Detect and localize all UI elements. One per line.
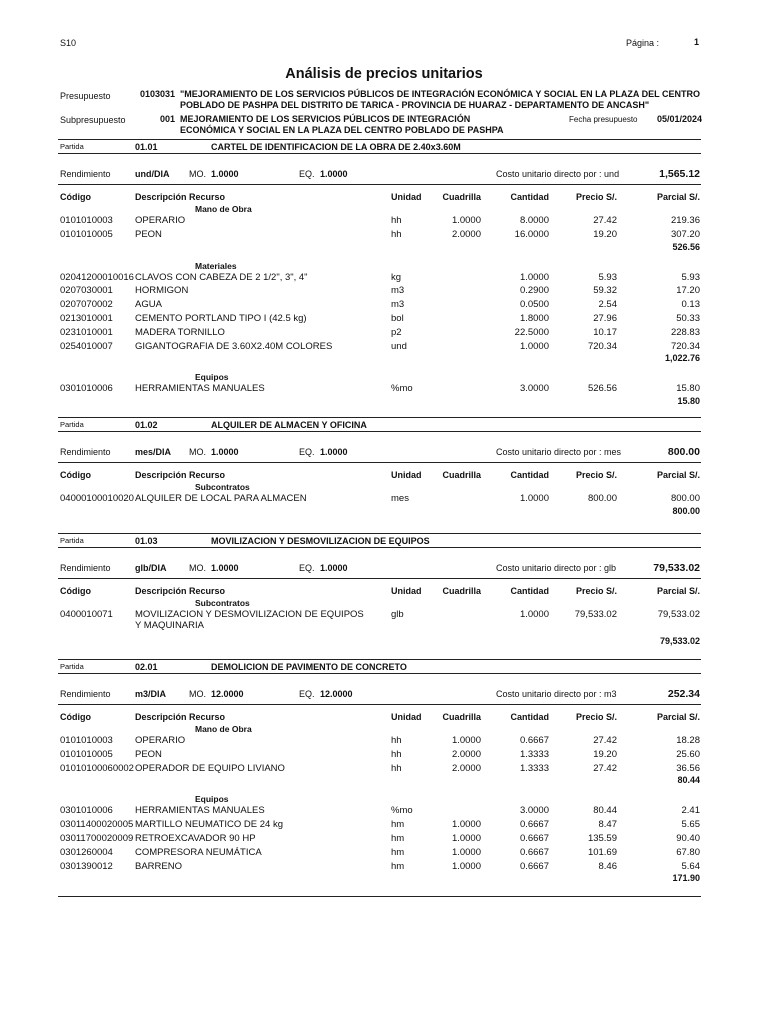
rendimiento-label: Rendimiento [60,169,111,179]
partida-code: 01.02 [135,420,158,430]
row-precio: 2.54 [598,299,617,311]
row-unit: hm [391,860,405,872]
row-cantidad: 3.0000 [519,805,549,817]
divider [58,139,701,140]
col-parcial: Parcial S/. [656,712,700,722]
row-cantidad: 1.8000 [519,313,549,324]
row-parcial: 2.41 [681,805,700,817]
eq-label: EQ. [299,689,315,699]
group-subtotal: 15.80 [677,396,700,407]
row-unit: m3 [391,299,405,311]
row-unit: %mo [391,805,413,817]
mo-value: 1.0000 [211,447,239,457]
row-precio: 5.93 [598,271,617,283]
row-unit: hm [391,846,405,858]
col-unidad: Unidad [391,712,422,722]
row-cantidad: 1.3333 [519,762,549,774]
col-descripcion: Descripción Recurso [135,712,226,722]
partida-name: CARTEL DE IDENTIFICACION DE LA OBRA DE 2.40x3.60M [211,142,461,152]
budget-description: "MEJORAMIENTO DE LOS SERVICIOS PÚBLICOS DE INTEGRACIÓN ECONÓMICA Y SOCIAL EN LA PLAZA DEL CENTRO POBLADO DE PASHPA DEL DISTRITO DE TARICA - PROVINCIA DE HUARAZ - DEPARTAMENTO DE ANCASH" [180,89,700,110]
row-cuadrilla: 1.0000 [451,833,481,844]
row-description: BARRENO [135,860,182,872]
row-code: 0101010005 [60,748,113,760]
row-cuadrilla: 2.0000 [451,762,481,774]
row-parcial: 720.34 [670,340,700,352]
row-parcial: 67.80 [676,846,700,858]
cost-label: Costo unitario directo por : mes [496,447,622,457]
row-cuadrilla: 1.0000 [451,860,481,872]
row-parcial: 5.65 [681,819,700,831]
row-description: PEON [135,748,162,760]
col-precio: Precio S/. [575,192,617,202]
row-cantidad: 8.0000 [519,215,549,226]
row-precio: 80.44 [593,805,617,817]
row-precio: 526.56 [587,383,617,395]
col-unidad: Unidad [391,192,422,202]
row-unit: m3 [391,285,405,297]
row-description: ALQUILER DE LOCAL PARA ALMACEN [135,493,307,504]
row-unit: hh [391,748,402,760]
row-cuadrilla: 1.0000 [451,846,481,858]
eq-value: 1.0000 [320,169,348,179]
group-name: Equipos [195,372,229,383]
row-code: 02041200010016 [60,271,134,283]
row-code: 04000100010020 [60,493,134,504]
mo-label: MO. [189,169,206,179]
row-parcial: 219.36 [670,215,700,226]
divider [58,431,701,432]
row-cantidad: 0.6667 [519,735,549,746]
subbudget-code: 001 [160,114,176,124]
row-description: HORMIGON [135,285,189,297]
group-name: Materiales [195,260,237,271]
col-cuadrilla: Cuadrilla [442,470,481,480]
row-precio: 27.42 [593,762,617,774]
row-unit: mes [391,493,409,504]
row-description: MOVILIZACION Y DESMOVILIZACION DE EQUIPOS Y MAQUINARIA [135,609,364,631]
row-unit: hh [391,228,402,240]
row-description: OPERADOR DE EQUIPO LIVIANO [135,762,285,774]
cost-label: Costo unitario directo por : m3 [496,689,617,699]
row-unit: und [391,340,407,352]
row-unit: hm [391,819,405,831]
col-codigo: Código [60,712,91,722]
row-code: 0101010005 [60,228,113,240]
col-descripcion: Descripción Recurso [135,192,226,202]
row-cantidad: 1.0000 [519,340,549,352]
group-name: Equipos [195,794,229,805]
row-code: 0207070002 [60,299,113,311]
row-code: 01010100060002 [60,762,134,774]
row-cantidad: 1.0000 [519,493,549,504]
row-parcial: 5.64 [681,860,700,872]
row-description: PEON [135,228,162,240]
row-parcial: 25.60 [676,748,700,760]
row-parcial: 17.20 [676,285,700,297]
row-precio: 19.20 [593,228,617,240]
eq-label: EQ. [299,169,315,179]
row-unit: %mo [391,383,413,395]
row-precio: 79,533.02 [574,609,617,620]
row-code: 0207030001 [60,285,113,297]
row-description: HERRAMIENTAS MANUALES [135,805,265,817]
partida-code: 01.03 [135,536,158,546]
row-cantidad: 0.6667 [519,846,549,858]
row-cantidad: 0.6667 [519,833,549,844]
row-description: AGUA [135,299,162,311]
row-parcial: 0.13 [681,299,700,311]
row-parcial: 50.33 [676,313,700,324]
row-precio: 10.17 [593,326,617,338]
partida-code: 01.01 [135,142,158,152]
mo-value: 1.0000 [211,169,239,179]
divider [58,547,701,548]
partida-label: Partida [60,662,84,671]
eq-label: EQ. [299,447,315,457]
partida-name: DEMOLICION DE PAVIMENTO DE CONCRETO [211,662,407,672]
row-parcial: 228.83 [670,326,700,338]
col-parcial: Parcial S/. [656,470,700,480]
row-parcial: 15.80 [676,383,700,395]
rendimiento-unit: und/DIA [135,169,170,179]
col-precio: Precio S/. [575,712,617,722]
mo-label: MO. [189,447,206,457]
mo-label: MO. [189,689,206,699]
row-code: 03011700020009 [60,833,134,844]
eq-value: 12.0000 [320,689,353,699]
divider [58,417,701,418]
row-code: 0101010003 [60,215,113,226]
row-unit: hm [391,833,405,844]
row-unit: hh [391,762,402,774]
divider [58,896,701,897]
partida-code: 02.01 [135,662,158,672]
partida-label: Partida [60,420,84,429]
partida-name: ALQUILER DE ALMACEN Y OFICINA [211,420,367,430]
row-description: RETROEXCAVADOR 90 HP [135,833,256,844]
col-cuadrilla: Cuadrilla [442,712,481,722]
divider [58,153,701,154]
row-parcial: 36.56 [676,762,700,774]
row-parcial: 800.00 [670,493,700,504]
row-cuadrilla: 2.0000 [451,228,481,240]
col-precio: Precio S/. [575,470,617,480]
row-unit: bol [391,313,404,324]
col-cuadrilla: Cuadrilla [442,586,481,596]
col-cantidad: Cantidad [510,712,549,722]
group-name: Mano de Obra [195,724,252,734]
row-code: 0301390012 [60,860,113,872]
row-code: 0301010006 [60,805,113,817]
unit-cost: 800.00 [667,446,700,458]
row-code: 0400010071 [60,609,113,620]
col-cuadrilla: Cuadrilla [442,192,481,202]
row-code: 0213010001 [60,313,113,324]
col-descripcion: Descripción Recurso [135,586,226,596]
row-cuadrilla: 1.0000 [451,735,481,746]
row-code: 0301260004 [60,846,113,858]
row-cantidad: 0.6667 [519,860,549,872]
col-unidad: Unidad [391,470,422,480]
mo-label: MO. [189,563,206,573]
date-label: Fecha presupuesto [569,115,638,124]
col-parcial: Parcial S/. [656,192,700,202]
unit-cost: 1,565.12 [659,168,700,180]
row-description: OPERARIO [135,215,186,226]
col-cantidad: Cantidad [510,470,549,480]
row-code: 0231010001 [60,326,113,338]
unit-cost: 252.34 [667,688,700,700]
row-cantidad: 3.0000 [519,383,549,395]
subbudget-label: Subpresupuesto [60,115,126,125]
row-code: 0254010007 [60,340,113,352]
divider [58,462,701,463]
row-parcial: 5.93 [681,271,700,283]
row-unit: kg [391,271,402,283]
page-label: Página : [626,38,660,48]
row-unit: p2 [391,326,402,338]
budget-code: 0103031 [140,89,176,99]
row-parcial: 307.20 [670,228,700,240]
row-description: MARTILLO NEUMATICO DE 24 kg [135,819,283,831]
col-codigo: Código [60,470,91,480]
budget-label: Presupuesto [60,91,111,101]
mo-value: 1.0000 [211,563,239,573]
cost-label: Costo unitario directo por : und [496,169,620,179]
row-precio: 59.32 [593,285,617,297]
row-cantidad: 0.0500 [519,299,549,311]
row-precio: 800.00 [587,493,617,504]
group-subtotal: 526.56 [672,241,700,252]
row-description: MADERA TORNILLO [135,326,225,338]
page-number: 1 [694,37,700,47]
group-subtotal: 171.90 [672,873,700,884]
rendimiento-unit: mes/DIA [135,447,172,457]
row-cantidad: 1.0000 [519,271,549,283]
row-cantidad: 0.6667 [519,819,549,831]
row-parcial: 90.40 [676,833,700,844]
col-precio: Precio S/. [575,586,617,596]
row-precio: 101.69 [587,846,617,858]
group-name: Subcontratos [195,598,250,608]
row-unit: hh [391,735,402,746]
page-title: Análisis de precios unitarios [285,66,483,82]
row-parcial: 79,533.02 [657,609,700,620]
partida-label: Partida [60,536,84,545]
row-precio: 8.47 [598,819,617,831]
group-name: Subcontratos [195,482,250,492]
col-unidad: Unidad [391,586,422,596]
group-subtotal: 800.00 [672,505,700,516]
partida-name: MOVILIZACION Y DESMOVILIZACION DE EQUIPOS [211,536,430,546]
row-cuadrilla: 2.0000 [451,748,481,760]
date-value: 05/01/2024 [657,114,703,124]
group-name: Mano de Obra [195,204,252,214]
row-code: 0301010006 [60,383,113,395]
eq-value: 1.0000 [320,447,348,457]
col-codigo: Código [60,192,91,202]
row-code: 03011400020005 [60,819,134,831]
row-cantidad: 16.0000 [514,228,549,240]
row-precio: 27.42 [593,215,617,226]
row-cantidad: 0.2900 [519,285,549,297]
rendimiento-unit: glb/DIA [135,563,167,573]
row-description: HERRAMIENTAS MANUALES [135,383,265,395]
row-precio: 19.20 [593,748,617,760]
row-description: CLAVOS CON CABEZA DE 2 1/2", 3", 4" [135,271,308,283]
col-cantidad: Cantidad [510,586,549,596]
rendimiento-label: Rendimiento [60,447,111,457]
col-descripcion: Descripción Recurso [135,470,226,480]
group-subtotal: 1,022.76 [664,353,700,364]
divider [58,704,701,705]
col-codigo: Código [60,586,91,596]
col-parcial: Parcial S/. [656,586,700,596]
divider [58,578,701,579]
divider [58,673,701,674]
subbudget-description: MEJORAMIENTO DE LOS SERVICIOS PÚBLICOS DE INTEGRACIÓN ECONÓMICA Y SOCIAL EN LA PLAZA DEL CENTRO POBLADO DE PASHPA [180,114,504,135]
unit-cost: 79,533.02 [653,562,700,574]
rendimiento-label: Rendimiento [60,689,111,699]
row-cantidad: 1.0000 [519,609,549,620]
row-description: GIGANTOGRAFIA DE 3.60X2.40M COLORES [135,340,333,352]
group-subtotal: 80.44 [677,775,700,786]
row-precio: 27.42 [593,735,617,746]
row-cuadrilla: 1.0000 [451,215,481,226]
divider [58,533,701,534]
row-description: OPERARIO [135,735,186,746]
cost-label: Costo unitario directo por : glb [496,563,617,573]
report-code: S10 [60,38,77,48]
row-precio: 135.59 [587,833,617,844]
row-cantidad: 22.5000 [514,326,549,338]
row-description: CEMENTO PORTLAND TIPO I (42.5 kg) [135,313,307,324]
eq-value: 1.0000 [320,563,348,573]
eq-label: EQ. [299,563,315,573]
row-parcial: 18.28 [676,735,700,746]
row-cuadrilla: 1.0000 [451,819,481,831]
row-precio: 720.34 [587,340,617,352]
row-description: COMPRESORA NEUMÁTICA [135,846,262,858]
rendimiento-unit: m3/DIA [135,689,167,699]
divider [58,659,701,660]
row-unit: hh [391,215,402,226]
partida-label: Partida [60,142,84,151]
row-precio: 27.96 [593,313,617,324]
group-subtotal: 79,533.02 [659,635,700,646]
col-cantidad: Cantidad [510,192,549,202]
row-code: 0101010003 [60,735,113,746]
row-cantidad: 1.3333 [519,748,549,760]
mo-value: 12.0000 [211,689,244,699]
divider [58,184,701,185]
row-unit: glb [391,609,404,620]
row-precio: 8.46 [598,860,617,872]
rendimiento-label: Rendimiento [60,563,111,573]
